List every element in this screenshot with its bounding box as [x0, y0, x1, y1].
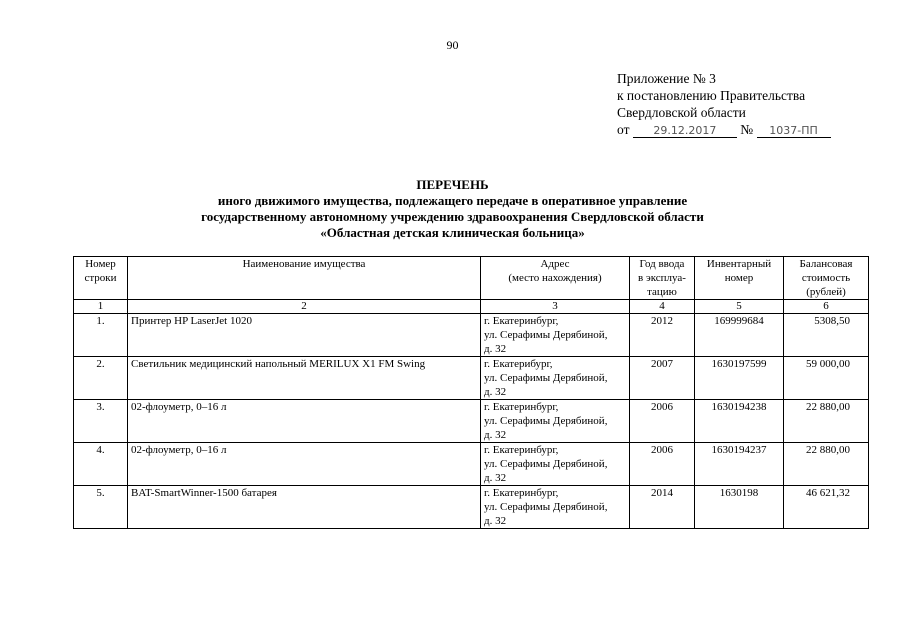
row-number-cell: 2. — [74, 357, 128, 400]
property-name-cell: 02-флоуметр, 0–16 л — [128, 400, 481, 443]
address-line: д. 32 — [484, 343, 507, 355]
header-text-line: тацию — [647, 286, 677, 298]
property-table — [73, 256, 869, 529]
row-number-cell: 5. — [74, 486, 128, 529]
property-name-cell: Светильник медицинский напольный MERILUX X1 FM Swing — [128, 357, 481, 400]
header-text-line: Наименование имущества — [242, 258, 366, 270]
address-cell — [481, 400, 630, 443]
title-line-1: ПЕРЕЧЕНЬ — [416, 177, 489, 192]
address-line: д. 32 — [484, 429, 507, 441]
address-line: д. 32 — [484, 515, 507, 527]
year-cell: 2006 — [630, 400, 695, 443]
address-line: д. 32 — [484, 472, 507, 484]
inventory-number-cell: 1630194237 — [695, 443, 784, 486]
balance-value-cell: 22 880,00 — [784, 443, 869, 486]
address-line: ул. Серафимы Дерябиной, — [484, 501, 608, 513]
balance-value-cell: 59 000,00 — [784, 357, 869, 400]
inventory-number-cell: 169999684 — [695, 314, 784, 357]
appendix-resolution-line: к постановлению Правительства — [617, 88, 806, 103]
header-year — [630, 257, 695, 300]
table-row — [74, 443, 869, 486]
column-number: 5 — [695, 300, 784, 314]
column-number: 4 — [630, 300, 695, 314]
year-cell: 2007 — [630, 357, 695, 400]
address-line: ул. Серафимы Дерябиной, — [484, 458, 608, 470]
row-number-cell: 4. — [74, 443, 128, 486]
header-text-line: номер — [724, 272, 754, 284]
column-number: 6 — [784, 300, 869, 314]
address-line: ул. Серафимы Дерябиной, — [484, 329, 608, 341]
resolution-date: 29.12.2017 — [633, 124, 737, 138]
address-line: г. Екатеринбург, — [484, 444, 559, 456]
header-text-line: Год ввода — [639, 258, 685, 270]
appendix-block — [617, 70, 897, 138]
address-cell — [481, 486, 630, 529]
header-text-line: Инвентарный — [706, 258, 772, 270]
header-text-line: Адрес — [540, 258, 570, 270]
header-property-name — [128, 257, 481, 300]
header-text-line: стоимость — [801, 272, 851, 284]
appendix-title: Приложение № 3 — [617, 71, 716, 86]
property-name-cell: Принтер HP LaserJet 1020 — [128, 314, 481, 357]
header-inventory-number — [695, 257, 784, 300]
title-line-4: «Областная детская клиническая больница» — [320, 225, 585, 240]
header-balance-value — [784, 257, 869, 300]
column-number: 3 — [481, 300, 630, 314]
row-number-cell: 3. — [74, 400, 128, 443]
title-line-3: государственному автономному учреждению здравоохранения Свердловской области — [201, 209, 704, 224]
table-header-row — [74, 257, 869, 300]
year-cell: 2012 — [630, 314, 695, 357]
address-line: г. Екатеринбург, — [484, 401, 559, 413]
inventory-number-cell: 1630197599 — [695, 357, 784, 400]
property-name-cell: BAT-SmartWinner-1500 батарея — [128, 486, 481, 529]
page-number: 90 — [446, 38, 459, 52]
balance-value-cell: 22 880,00 — [784, 400, 869, 443]
appendix-date-number-line — [617, 121, 897, 138]
inventory-number-cell: 1630198 — [695, 486, 784, 529]
property-name-cell: 02-флоуметр, 0–16 л — [128, 443, 481, 486]
date-prefix: от — [617, 122, 630, 137]
year-cell: 2014 — [630, 486, 695, 529]
balance-value-cell: 46 621,32 — [784, 486, 869, 529]
header-text-line: Номер — [85, 258, 116, 270]
inventory-number-cell: 1630194238 — [695, 400, 784, 443]
address-cell — [481, 314, 630, 357]
table-row — [74, 357, 869, 400]
document-title — [0, 177, 905, 241]
header-text-line: в эксплуа- — [638, 272, 686, 284]
header-address — [481, 257, 630, 300]
header-text-line: (место нахождения) — [508, 272, 602, 284]
address-cell — [481, 443, 630, 486]
address-line: г. Екатеринбург, — [484, 315, 559, 327]
address-cell — [481, 357, 630, 400]
table-row — [74, 314, 869, 357]
appendix-region-line: Свердловской области — [617, 105, 746, 120]
column-number: 2 — [128, 300, 481, 314]
address-line: д. 32 — [484, 386, 507, 398]
resolution-number: 1037-ПП — [757, 124, 831, 138]
address-line: г. Екатеринбург, — [484, 487, 559, 499]
address-line: г. Екатерибург, — [484, 358, 553, 370]
header-text-line: (рублей) — [806, 286, 846, 298]
header-text-line: строки — [84, 272, 117, 284]
table-row — [74, 486, 869, 529]
balance-value-cell: 5308,50 — [784, 314, 869, 357]
address-line: ул. Серафимы Дерябиной, — [484, 372, 608, 384]
title-line-2: иного движимого имущества, подлежащего передаче в оперативное управление — [217, 193, 688, 208]
number-prefix: № — [740, 122, 754, 137]
address-line: ул. Серафимы Дерябиной, — [484, 415, 608, 427]
row-number-cell: 1. — [74, 314, 128, 357]
header-text-line: Балансовая — [799, 258, 853, 270]
year-cell: 2006 — [630, 443, 695, 486]
column-number-row — [74, 300, 869, 314]
column-number: 1 — [74, 300, 128, 314]
table-row — [74, 400, 869, 443]
header-row-number — [74, 257, 128, 300]
